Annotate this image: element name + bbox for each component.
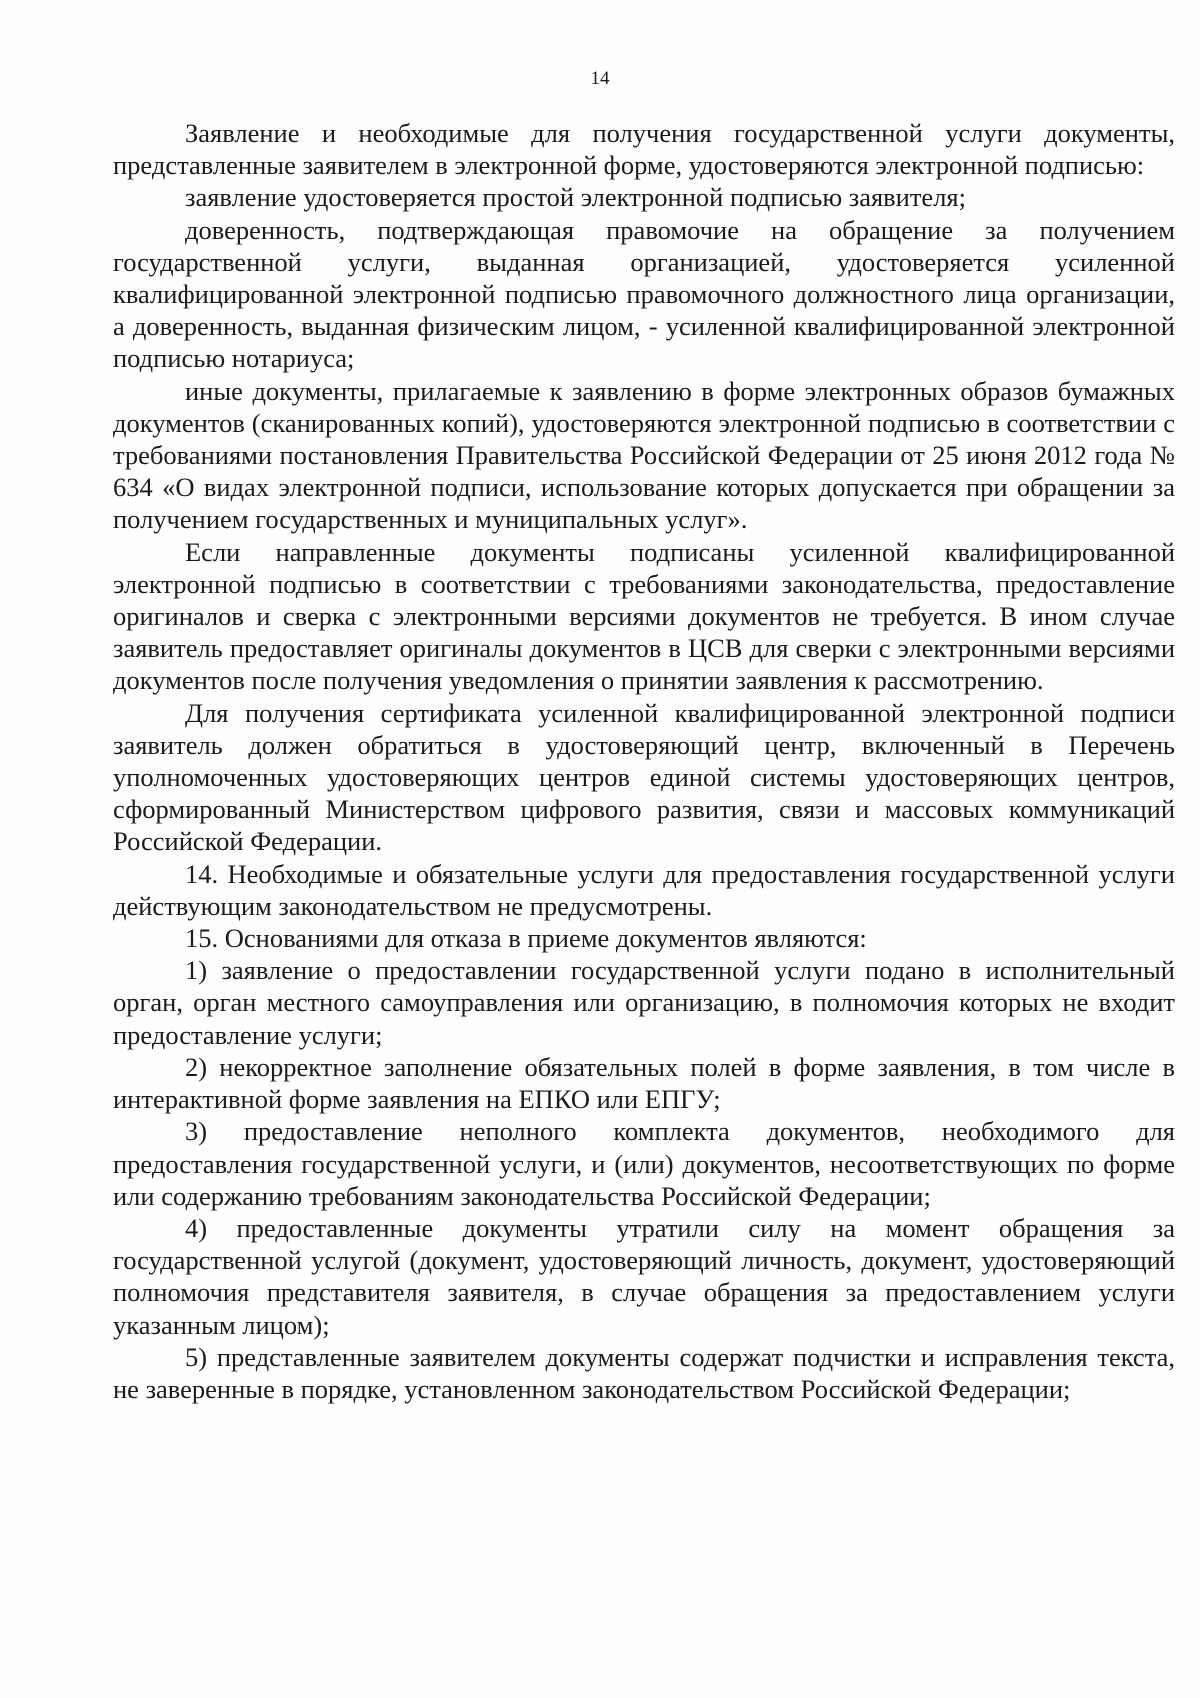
paragraph-reason-3: 3) предоставление неполного комплекта документов, необходимого для предоставления государственной услуги, и (или) документов, несоответствующих по форме или содержанию требованиям законодательства Российской Федерации; xyxy=(113,1116,1175,1211)
document-body xyxy=(113,117,1175,1405)
paragraph-power-of-attorney: доверенность, подтверждающая правомочие на обращение за получением государственной услуги, выданная организацией, удостоверяется усиленной квалифицированной электронной подписью правомочного должностного лица организации, а доверенность, выданная физическим лицом, - усиленной квалифицированной электронной подписью нотариуса; xyxy=(113,214,1175,374)
paragraph-intro: Заявление и необходимые для получения государственной услуги документы, представленные заявителем в электронной форме, удостоверяются электронной подписью: xyxy=(113,118,1175,181)
paragraph-other-documents: иные документы, прилагаемые к заявлению в форме электронных образов бумажных документов (сканированных копий), удостоверяются электронной подписью в соответствии с требованиями постановления Правительства Российской Федерации от 25 июня 2012 года № 634 «О видах электронной подписи, использование которых допускается при обращении за получением государственных и муниципальных услуг». xyxy=(113,375,1175,535)
paragraph-reason-4: 4) предоставленные документы утратили силу на момент обращения за государственной услугой (документ, удостоверяющий личность, документ, удостоверяющий полномочия представителя заявителя, в случае обращения за предоставлением услуги указанным лицом); xyxy=(113,1212,1175,1340)
paragraph-item-14: 14. Необходимые и обязательные услуги для предоставления государственной услуги действующим законодательством не предусмотрены. xyxy=(113,858,1175,921)
paragraph-reason-1: 1) заявление о предоставлении государственной услуги подано в исполнительный орган, орган местного самоуправления или организацию, в полномочия которых не входит предоставление услуги; xyxy=(113,955,1175,1050)
paragraph-reason-2: 2) некорректное заполнение обязательных полей в форме заявления, в том числе в интерактивной форме заявления на ЕПКО или ЕПГУ; xyxy=(113,1051,1175,1115)
page-number: 14 xyxy=(590,68,610,89)
paragraph-application-signature: заявление удостоверяется простой электронной подписью заявителя; xyxy=(185,182,966,213)
paragraph-qualified-signature: Если направленные документы подписаны усиленной квалифицированной электронной подписью в соответствии с требованиями законодательства, предоставление оригиналов и сверка с электронными версиями документов не требуется. В ином случае заявитель предоставляет оригиналы документов в ЦСВ для сверки с электронными версиями документов после получения уведомления о принятии заявления к рассмотрению. xyxy=(113,536,1175,696)
paragraph-reason-5: 5) представленные заявителем документы содержат подчистки и исправления текста, не заверенные в порядке, установленном законодательством Российской Федерации; xyxy=(113,1341,1175,1404)
paragraph-item-15: 15. Основаниями для отказа в приеме документов являются: xyxy=(185,923,867,954)
paragraph-certificate: Для получения сертификата усиленной квалифицированной электронной подписи заявитель должен обратиться в удостоверяющий центр, включенный в Перечень уполномоченных удостоверяющих центров единой системы удостоверяющих центров, сформированный Министерством цифрового развития, связи и массовых коммуникаций Российской Федерации. xyxy=(113,697,1175,857)
